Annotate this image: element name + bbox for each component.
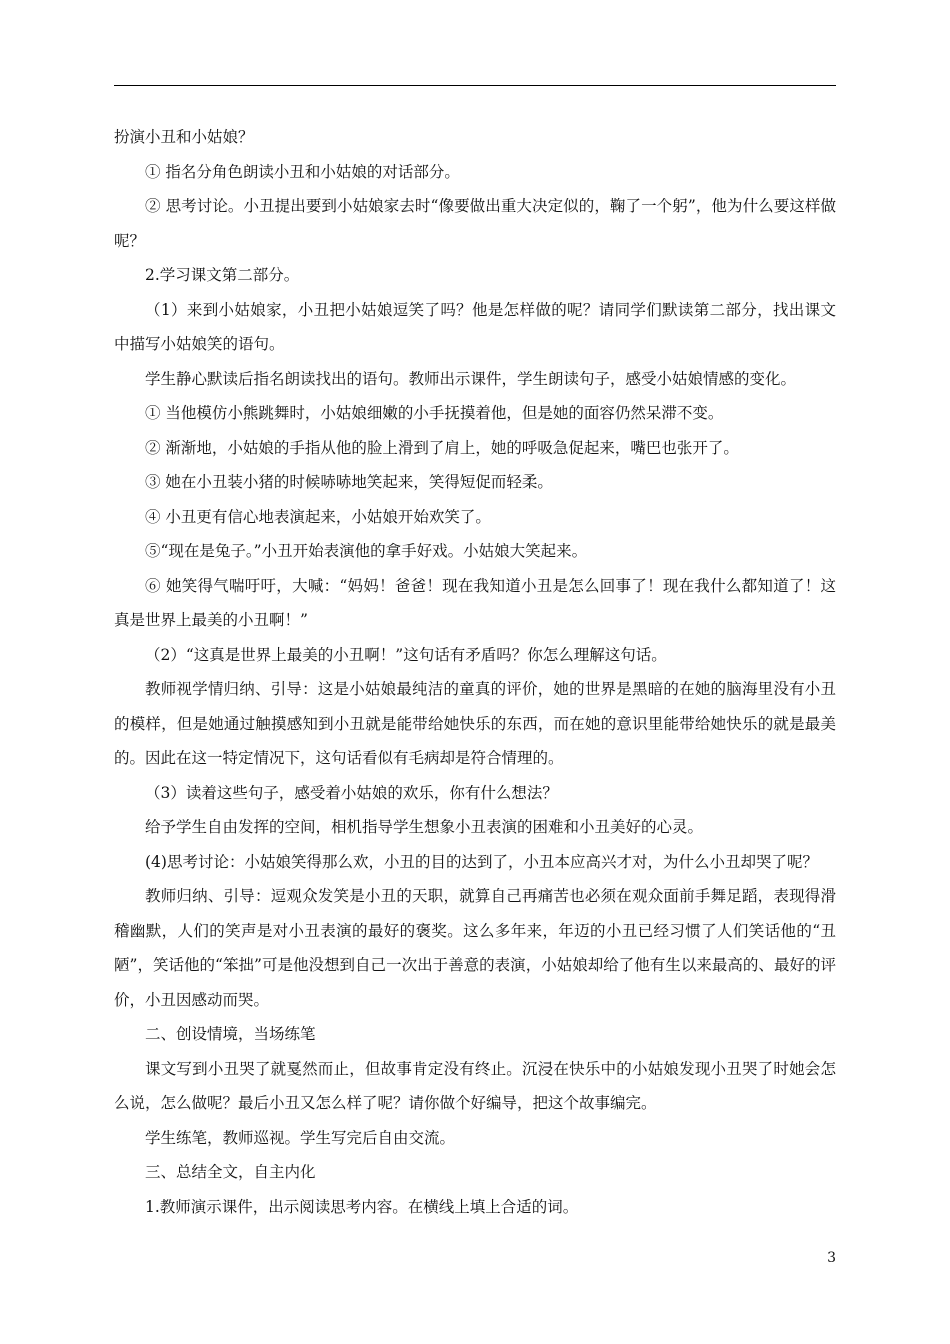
- paragraph: （1）来到小姑娘家，小丑把小姑娘逗笑了吗？他是怎样做的呢？请同学们默读第二部分，找出课文中描写小姑娘笑的语句。: [114, 300, 836, 353]
- paragraph: 扮演小丑和小姑娘？: [114, 128, 254, 146]
- paragraph: 教师归纳、引导：逗观众发笑是小丑的天职，就算自己再痛苦也必须在观众面前手舞足蹈，表现得滑稽幽默，人们的笑声是对小丑表演的最好的褒奖。这么多年来，年迈的小丑已经习惯了人们笑话他的“丑陋”，笑话他的“笨拙”可是他没想到自己一次出于善意的表演，小姑娘却给了他有生以来最高的、最好的评价，小丑因感动而哭。: [114, 887, 836, 1009]
- paragraph: ⑥ 她笑得气喘吁吁，大喊：“妈妈！爸爸！现在我知道小丑是怎么回事了！现在我什么都知道了！这真是世界上最美的小丑啊！”: [114, 576, 836, 629]
- paragraph: 学生静心默读后指名朗读找出的语句。教师出示课件，学生朗读句子，感受小姑娘情感的变化。: [145, 369, 797, 388]
- paragraph: （2）“这真是世界上最美的小丑啊！”这句话有矛盾吗？你怎么理解这句话。: [145, 645, 667, 664]
- paragraph: 课文写到小丑哭了就戛然而止，但故事肯定没有终止。沉浸在快乐中的小姑娘发现小丑哭了时她会怎么说，怎么做呢？最后小丑又怎么样了呢？请你做个好编导，把这个故事编完。: [114, 1059, 836, 1112]
- paragraph: ③ 她在小丑装小猪的时候哧哧地笑起来，笑得短促而轻柔。: [145, 473, 553, 491]
- document-body: [114, 120, 836, 1224]
- paragraph: 学生练笔，教师巡视。学生写完后自由交流。: [145, 1128, 456, 1147]
- paragraph: 1.教师演示课件，出示阅读思考内容。在横线上填上合适的词。: [145, 1197, 579, 1216]
- paragraph: ② 渐渐地，小姑娘的手指从他的脸上滑到了肩上，她的呼吸急促起来，嘴巴也张开了。: [145, 438, 739, 457]
- paragraph: ⑤“现在是兔子。”小丑开始表演他的拿手好戏。小姑娘大笑起来。: [145, 542, 588, 560]
- paragraph: (4)思考讨论：小姑娘笑得那么欢，小丑的目的达到了，小丑本应高兴才对，为什么小丑却哭了呢？: [145, 852, 818, 871]
- paragraph: ① 指名分角色朗读小丑和小姑娘的对话部分。: [145, 162, 460, 181]
- section-heading: 二、创设情境，当场练笔: [145, 1025, 316, 1043]
- paragraph: ④ 小丑更有信心地表演起来，小姑娘开始欢笑了。: [145, 507, 491, 526]
- page-number: 3: [827, 1250, 836, 1266]
- paragraph: 教师视学情归纳、引导：这是小姑娘最纯洁的童真的评价，她的世界是黑暗的在她的脑海里没有小丑的模样，但是她通过触摸感知到小丑就是能带给她快乐的东西，而在她的意识里能带给她快乐的就是最美的。因此在这一特定情况下，这句话看似有毛病却是符合情理的。: [114, 680, 836, 767]
- paragraph: 给予学生自由发挥的空间，相机指导学生想象小丑表演的困难和小丑美好的心灵。: [145, 818, 704, 836]
- section-heading: 三、总结全文，自主内化: [145, 1163, 316, 1181]
- paragraph: ② 思考讨论。小丑提出要到小姑娘家去时“像要做出重大决定似的，鞠了一个躬”，他为什么要这样做呢？: [114, 197, 836, 250]
- paragraph: （3）读着这些句子，感受着小姑娘的欢乐，你有什么想法？: [145, 783, 558, 802]
- paragraph: ① 当他模仿小熊跳舞时，小姑娘细嫩的小手抚摸着他，但是她的面容仍然呆滞不变。: [145, 404, 724, 422]
- paragraph: 2.学习课文第二部分。: [145, 266, 300, 284]
- header-rule: [114, 85, 836, 86]
